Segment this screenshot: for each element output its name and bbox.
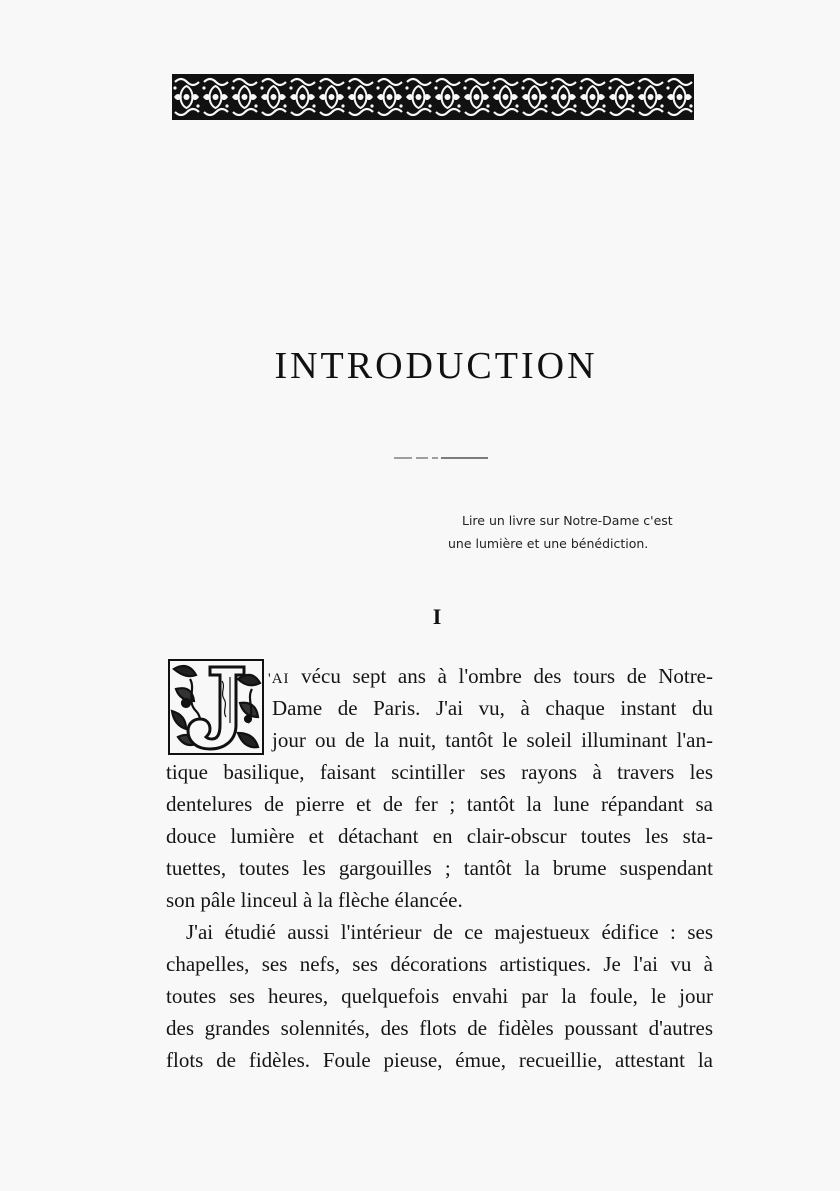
text-line xyxy=(268,660,713,692)
initial-continuation: 'AI xyxy=(268,671,290,687)
title-divider xyxy=(394,446,488,452)
epigraph-line: une lumière et une bénédiction. xyxy=(448,536,649,551)
chapter-title: INTRODUCTION xyxy=(274,345,598,387)
text-line: Dame de Paris. J'ai vu, à chaque instant du xyxy=(272,696,713,720)
text-line: toutes ses heures, quelquefois envahi par la foule, le jour xyxy=(166,984,713,1008)
text-line: des grandes solennités, des flots de fidèles poussant d'autres xyxy=(166,1016,713,1040)
text-line: chapelles, ses nefs, ses décorations artistiques. Je l'ai vu à xyxy=(166,952,713,976)
text-line: J'ai étudié aussi l'intérieur de ce majestueux édifice : ses xyxy=(186,920,713,944)
text-line: tique basilique, faisant scintiller ses rayons à travers les xyxy=(166,760,713,784)
text-line: douce lumière et détachant en clair-obscur toutes les sta- xyxy=(166,824,713,848)
text-line: son pâle linceul à la flèche élancée. xyxy=(166,888,463,912)
main-text xyxy=(166,660,713,1076)
text-line: flots de fidèles. Foule pieuse, émue, recueillie, attestant la xyxy=(166,1048,713,1072)
epigraph-line: Lire un livre sur Notre-Dame c'est xyxy=(462,513,673,528)
text-line-content: vécu sept ans à l'ombre des tours de Notre- xyxy=(289,664,713,688)
section-number: I xyxy=(432,604,442,629)
text-line: tuettes, toutes les gargouilles ; tantôt la brume suspendant xyxy=(166,856,713,880)
text-line: jour ou de la nuit, tantôt le soleil illuminant l'an- xyxy=(272,728,713,752)
text-line: dentelures de pierre et de fer ; tantôt la lune répandant sa xyxy=(166,792,713,816)
ornamental-frieze xyxy=(172,74,694,120)
epigraph xyxy=(432,509,732,555)
